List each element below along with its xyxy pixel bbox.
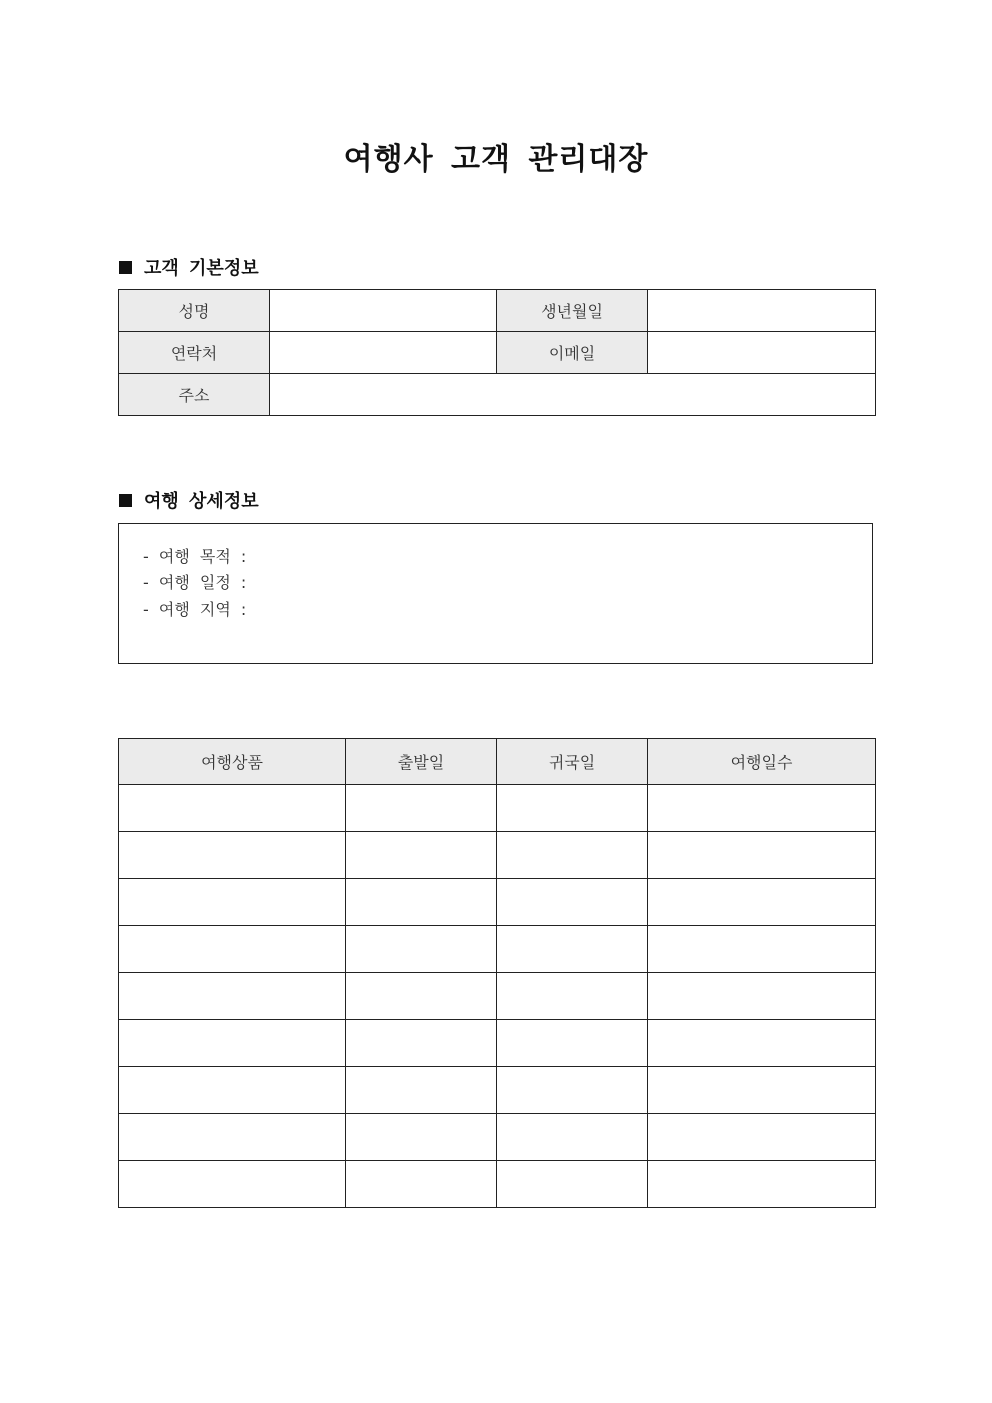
table-cell[interactable] [119,926,346,973]
table-cell[interactable] [119,1114,346,1161]
table-cell[interactable] [497,1067,648,1114]
trip-schedule-line: - 여행 일정 : [143,573,247,592]
column-header-product: 여행상품 [119,739,346,785]
table-row [119,926,876,973]
table-row [119,290,876,332]
trip-details-heading-label: 여행 상세정보 [144,491,259,512]
table-cell[interactable] [346,1161,497,1208]
table-cell[interactable] [346,785,497,832]
birthdate-label: 생년월일 [497,290,648,332]
table-cell[interactable] [346,1020,497,1067]
table-cell[interactable] [119,785,346,832]
table-row [119,1067,876,1114]
table-cell[interactable] [497,1114,648,1161]
table-cell[interactable] [648,926,876,973]
table-cell[interactable] [648,1067,876,1114]
column-header-days: 여행일수 [648,739,876,785]
table-cell[interactable] [648,879,876,926]
trip-purpose-line: - 여행 목적 : [143,547,247,566]
column-header-departure: 출발일 [346,739,497,785]
table-row [119,374,876,416]
email-field[interactable] [648,332,876,374]
table-cell[interactable] [648,1114,876,1161]
table-cell[interactable] [497,926,648,973]
table-cell[interactable] [648,973,876,1020]
email-label: 이메일 [497,332,648,374]
table-cell[interactable] [346,832,497,879]
table-cell[interactable] [119,879,346,926]
table-row [119,1161,876,1208]
table-cell[interactable] [346,879,497,926]
table-cell[interactable] [497,1020,648,1067]
trip-region-line: - 여행 지역 : [143,600,247,619]
table-row [119,785,876,832]
birthdate-field[interactable] [648,290,876,332]
basic-info-heading-label: 고객 기본정보 [144,258,259,279]
square-bullet-icon [119,494,132,507]
contact-label: 연락처 [119,332,270,374]
table-cell[interactable] [346,926,497,973]
contact-field[interactable] [270,332,497,374]
table-row [119,879,876,926]
name-label: 성명 [119,290,270,332]
trip-details-heading [119,487,259,513]
table-cell[interactable] [346,1114,497,1161]
table-cell[interactable] [119,1020,346,1067]
table-cell[interactable] [648,832,876,879]
table-cell[interactable] [119,832,346,879]
basic-info-table [118,289,876,416]
table-cell[interactable] [497,785,648,832]
trip-product-table [118,738,876,1208]
name-field[interactable] [270,290,497,332]
table-row [119,832,876,879]
page-title: 여행사 고객 관리대장 [343,142,649,177]
table-cell[interactable] [648,1020,876,1067]
table-cell[interactable] [119,973,346,1020]
address-field[interactable] [270,374,876,416]
table-row [119,332,876,374]
table-cell[interactable] [648,1161,876,1208]
basic-info-heading [119,254,259,280]
square-bullet-icon [119,261,132,274]
table-cell[interactable] [119,1067,346,1114]
table-row [119,1114,876,1161]
table-cell[interactable] [497,1161,648,1208]
table-row [119,973,876,1020]
table-cell[interactable] [346,973,497,1020]
column-header-return: 귀국일 [497,739,648,785]
table-cell[interactable] [346,1067,497,1114]
table-cell[interactable] [497,973,648,1020]
table-cell[interactable] [119,1161,346,1208]
table-cell[interactable] [497,832,648,879]
table-row [119,1020,876,1067]
address-label: 주소 [119,374,270,416]
table-header-row [119,739,876,785]
trip-details-box[interactable] [118,523,873,664]
table-cell[interactable] [648,785,876,832]
table-cell[interactable] [497,879,648,926]
